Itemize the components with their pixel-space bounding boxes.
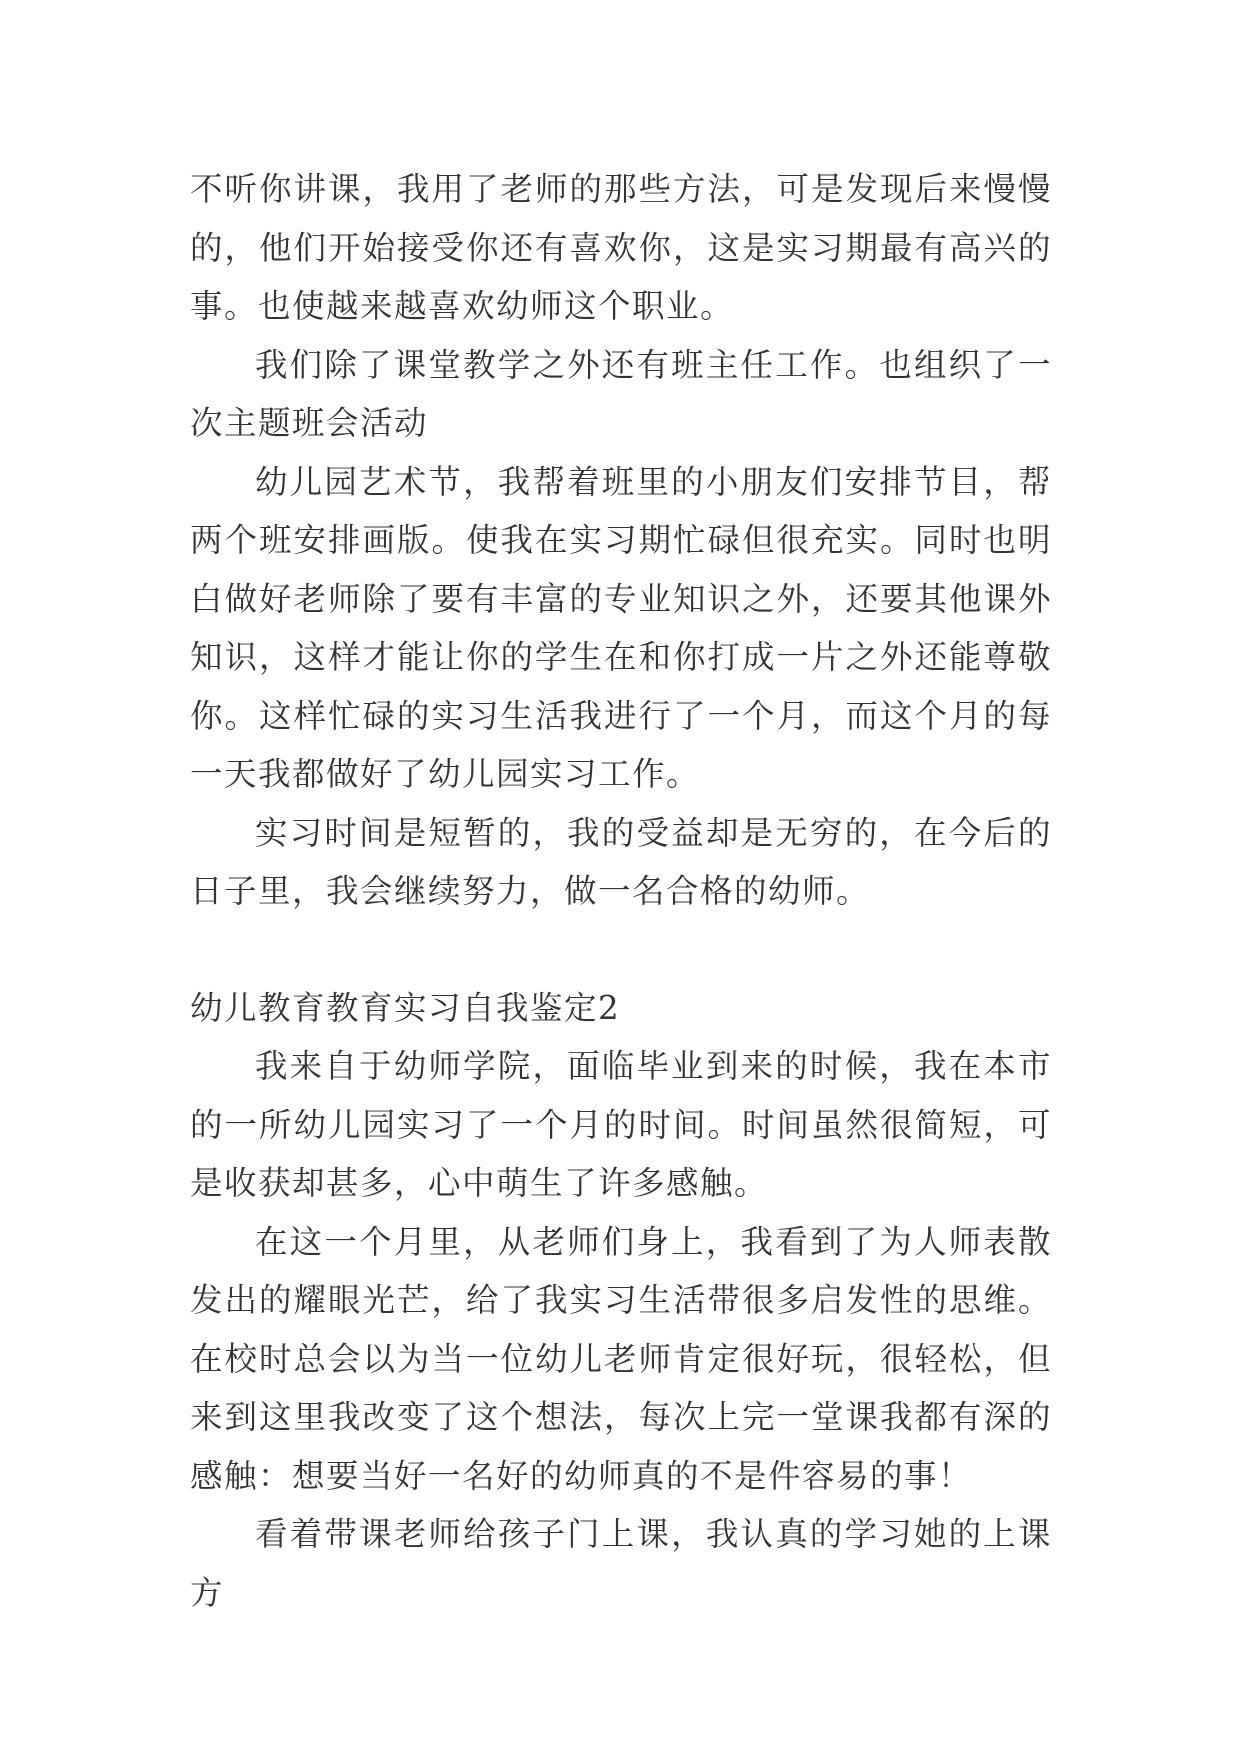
paragraph-continued: 不听你讲课，我用了老师的那些方法，可是发现后来慢慢的，他们开始接受你还有喜欢你，这是实习期最有高兴的事。也使越来越喜欢幼师这个职业。 (190, 170, 1052, 325)
paragraph: 我们除了课堂教学之外还有班主任工作。也组织了一次主题班会活动 (190, 345, 1052, 442)
paragraph: 实习时间是短暂的，我的受益却是无穷的，在今后的日子里，我会继续努力，做一名合格的幼师。 (190, 813, 1052, 910)
document-body (190, 160, 1052, 1622)
section-title: 幼儿教育教育实习自我鉴定2 (190, 988, 621, 1027)
paragraph: 在这一个月里，从老师们身上，我看到了为人师表散发出的耀眼光芒，给了我实习生活带很多启发性的思维。在校时总会以为当一位幼儿老师肯定很好玩，很轻松，但来到这里我改变了这个想法，每次上完一堂课我都有深的感触：想要当好一名好的幼师真的不是件容易的事！ (190, 1222, 1052, 1495)
paragraph: 我来自于幼师学院，面临毕业到来的时候，我在本市的一所幼儿园实习了一个月的时间。时间虽然很简短，可是收获却甚多，心中萌生了许多感触。 (190, 1047, 1052, 1202)
paragraph: 幼儿园艺术节，我帮着班里的小朋友们安排节目，帮两个班安排画版。使我在实习期忙碌但很充实。同时也明白做好老师除了要有丰富的专业知识之外，还要其他课外知识，这样才能让你的学生在和你打成一片之外还能尊敬你。这样忙碌的实习生活我进行了一个月，而这个月的每一天我都做好了幼儿园实习工作。 (190, 462, 1052, 793)
paragraph: 看着带课老师给孩子门上课，我认真的学习她的上课方 (190, 1515, 1052, 1612)
